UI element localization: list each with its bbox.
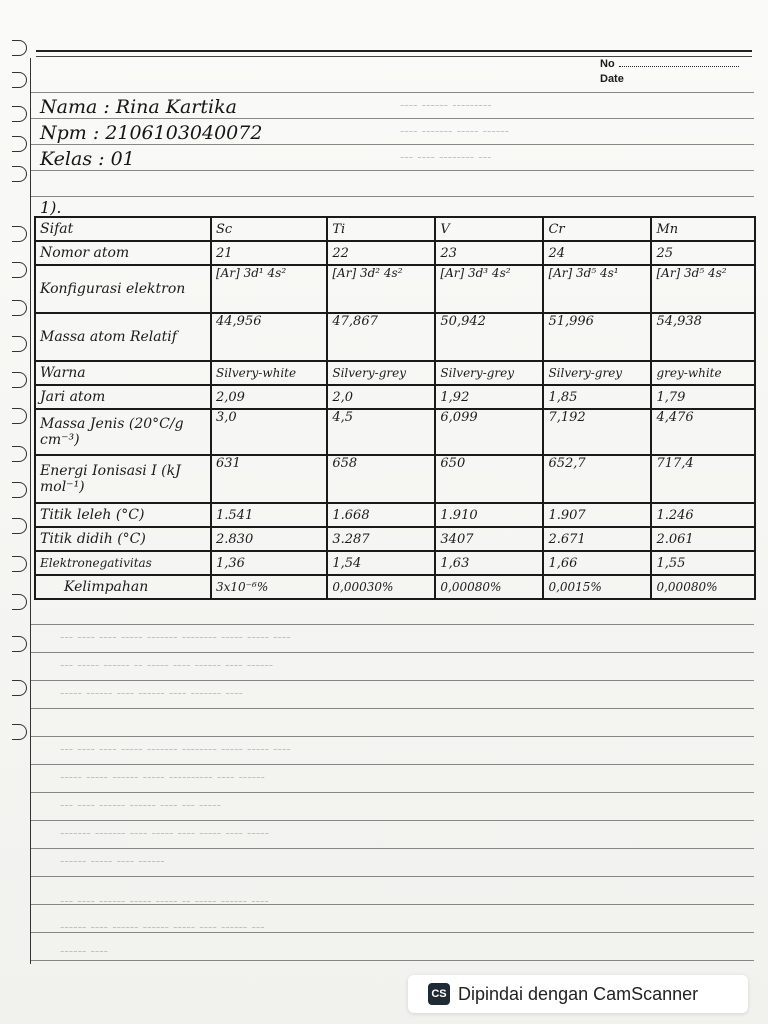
date-field xyxy=(600,73,624,85)
binder-hole xyxy=(12,166,27,182)
table-cell: 7,192 xyxy=(543,409,651,455)
header-cell: Cr xyxy=(543,217,651,241)
table-cell: 1,55 xyxy=(651,551,755,575)
top-rule xyxy=(36,56,752,57)
header-cell: Mn xyxy=(651,217,755,241)
table-cell: 24 xyxy=(543,241,651,265)
binder-hole xyxy=(12,262,27,278)
question-number: 1). xyxy=(40,198,62,217)
header-cell: V xyxy=(435,217,543,241)
student-class: Kelas : 01 xyxy=(40,148,135,170)
table-cell: 1.541 xyxy=(211,503,327,527)
table-cell: 0,00080% xyxy=(651,575,755,599)
table-cell: 2.061 xyxy=(651,527,755,551)
table-cell: 717,4 xyxy=(651,455,755,503)
binder-hole xyxy=(12,518,27,534)
binder-hole xyxy=(12,408,27,424)
table-cell: [Ar] 3d² 4s² xyxy=(327,265,435,313)
binder-hole xyxy=(12,226,27,242)
table-cell: 3x10⁻⁶% xyxy=(211,575,327,599)
camscanner-logo-icon: CS xyxy=(428,983,450,1005)
binder-hole xyxy=(12,136,27,152)
table-cell: 21 xyxy=(211,241,327,265)
row-label: Kelimpahan xyxy=(35,575,211,599)
table-cell: Silvery-grey xyxy=(327,361,435,385)
row-label: Warna xyxy=(35,361,211,385)
table-cell: 54,938 xyxy=(651,313,755,361)
table-row xyxy=(35,385,755,409)
table-cell: [Ar] 3d³ 4s² xyxy=(435,265,543,313)
row-label: Konfigurasi elektron xyxy=(35,265,211,313)
table-row xyxy=(35,313,755,361)
binder-hole xyxy=(12,594,27,610)
row-label: Titik didih (°C) xyxy=(35,527,211,551)
binder-hole xyxy=(12,40,27,56)
header-cell: Ti xyxy=(327,217,435,241)
table-cell: 631 xyxy=(211,455,327,503)
binder-hole xyxy=(12,106,27,122)
table-cell: Silvery-grey xyxy=(543,361,651,385)
table-cell: [Ar] 3d⁵ 4s¹ xyxy=(543,265,651,313)
properties-table xyxy=(34,216,756,600)
table-cell: 1.246 xyxy=(651,503,755,527)
row-label: Elektronegativitas xyxy=(35,551,211,575)
table-cell: 2,09 xyxy=(211,385,327,409)
table-cell: 658 xyxy=(327,455,435,503)
table-cell: 3407 xyxy=(435,527,543,551)
table-row xyxy=(35,455,755,503)
header-cell: Sifat xyxy=(35,217,211,241)
table-cell: 6,099 xyxy=(435,409,543,455)
row-label: Nomor atom xyxy=(35,241,211,265)
table-cell: 50,942 xyxy=(435,313,543,361)
row-label: Jari atom xyxy=(35,385,211,409)
table-cell: 1,79 xyxy=(651,385,755,409)
table-cell: Silvery-white xyxy=(211,361,327,385)
table-cell: 2.830 xyxy=(211,527,327,551)
date-label: Date xyxy=(600,73,624,85)
binder-hole xyxy=(12,680,27,696)
binder-hole xyxy=(12,556,27,572)
table-cell: 0,00080% xyxy=(435,575,543,599)
table-cell: 650 xyxy=(435,455,543,503)
table-cell: 2.671 xyxy=(543,527,651,551)
table-cell: 25 xyxy=(651,241,755,265)
table-cell: 1,63 xyxy=(435,551,543,575)
row-label: Titik leleh (°C) xyxy=(35,503,211,527)
binder-hole xyxy=(12,482,27,498)
table-row xyxy=(35,551,755,575)
table-cell: 4,5 xyxy=(327,409,435,455)
student-name: Nama : Rina Kartika xyxy=(40,96,237,118)
binder-hole xyxy=(12,446,27,462)
table-row xyxy=(35,265,755,313)
table-cell: 1.907 xyxy=(543,503,651,527)
student-npm: Npm : 2106103040072 xyxy=(40,122,263,144)
table-cell: 1,54 xyxy=(327,551,435,575)
top-rule xyxy=(36,50,752,52)
table-cell: 652,7 xyxy=(543,455,651,503)
table-cell: 2,0 xyxy=(327,385,435,409)
table-cell: 1,92 xyxy=(435,385,543,409)
table-cell: 0,00030% xyxy=(327,575,435,599)
table-cell: [Ar] 3d⁵ 4s² xyxy=(651,265,755,313)
table-cell: 44,956 xyxy=(211,313,327,361)
table-row xyxy=(35,409,755,455)
table-row xyxy=(35,527,755,551)
table-cell: 51,996 xyxy=(543,313,651,361)
table-header-row xyxy=(35,217,755,241)
table-cell: 47,867 xyxy=(327,313,435,361)
table-row xyxy=(35,575,755,599)
table-cell: Silvery-grey xyxy=(435,361,543,385)
notebook-page: No Date ---- ------ --------- ---- ------- ----- ------ --- ---- -------- --- --- ---- ---- ----- ------- -------- ----- ----- ---- --- ----- ------ -- ----- ---- ------ ---- ------ ----- ------ ---- ------ ---- ------- ---- --- ---- ---- ----- ------- -------- ----- ----- ---- ----- ----- ------ ----- ---------- ---- ------ --- ---- ------ ------ ---- --- ----- ------- ------- ---- ----- ---- ----- ---- ----- ------ ----- ---- ------ --- ---- ------ ----- ----- -- ----- ------ ---- ------ ---- ------ ------ ----- ---- ------ --- ------ ---- Nama : Rina Kartika Npm : 2106103040072 Kelas : 01 1). Sifat Sc Ti V Cr Mn Nomor atom 21 22 23 24 25 Konfigurasi elektron [Ar] 3d¹ 4s² [Ar] 3d² 4s² [Ar] 3d³ 4s² [Ar] 3d⁵ 4s¹ [Ar] 3d⁵ 4s² Massa atom Relatif 44,956 47,867 50,942 51,996 54,938 Warna Silvery-white Silvery-grey Silvery-grey Silvery-grey grey-white Jari atom 2,09 2,0 1,92 1,85 1,79 Massa Jenis (20°C/g cm⁻³) 3,0 4,5 6,099 7,192 4,476 Energi Ionisasi I (kJ mol⁻¹) 631 658 650 652,7 717,4 Titik leleh (°C) 1.541 1.668 1.910 1.907 1.246 Titik didih (°C) 2.830 3.287 3407 2.671 2.061 Elektronegativitas 1,36 1,54 1,63 1,66 1,55 Kelimpahan 3x10⁻⁶% 0,00030% 0,00080% 0,0015% 0,00080% CS Dipindai dengan CamScanner xyxy=(0,0,768,1024)
table-cell: grey-white xyxy=(651,361,755,385)
table-cell: 23 xyxy=(435,241,543,265)
binder-hole xyxy=(12,336,27,352)
no-field xyxy=(600,58,739,70)
row-label: Massa Jenis (20°C/g cm⁻³) xyxy=(35,409,211,455)
camscanner-label: Dipindai dengan CamScanner xyxy=(458,983,699,1004)
table-cell: 3.287 xyxy=(327,527,435,551)
table-cell: 1.668 xyxy=(327,503,435,527)
table-row xyxy=(35,361,755,385)
camscanner-watermark xyxy=(408,975,748,1013)
margin-line xyxy=(30,58,31,964)
table-cell: 1,66 xyxy=(543,551,651,575)
table-cell: 3,0 xyxy=(211,409,327,455)
table-cell: [Ar] 3d¹ 4s² xyxy=(211,265,327,313)
binder-hole xyxy=(12,72,27,88)
header-cell: Sc xyxy=(211,217,327,241)
no-label: No xyxy=(600,58,615,70)
binder-hole xyxy=(12,372,27,388)
table-cell: 1.910 xyxy=(435,503,543,527)
table-cell: 0,0015% xyxy=(543,575,651,599)
table-row xyxy=(35,241,755,265)
table-row xyxy=(35,503,755,527)
table-cell: 1,36 xyxy=(211,551,327,575)
table-cell: 4,476 xyxy=(651,409,755,455)
table-cell: 22 xyxy=(327,241,435,265)
table-cell: 1,85 xyxy=(543,385,651,409)
binder-hole xyxy=(12,300,27,316)
row-label: Energi Ionisasi I (kJ mol⁻¹) xyxy=(35,455,211,503)
row-label: Massa atom Relatif xyxy=(35,313,211,361)
binder-hole xyxy=(12,724,27,740)
binder-hole xyxy=(12,636,27,652)
